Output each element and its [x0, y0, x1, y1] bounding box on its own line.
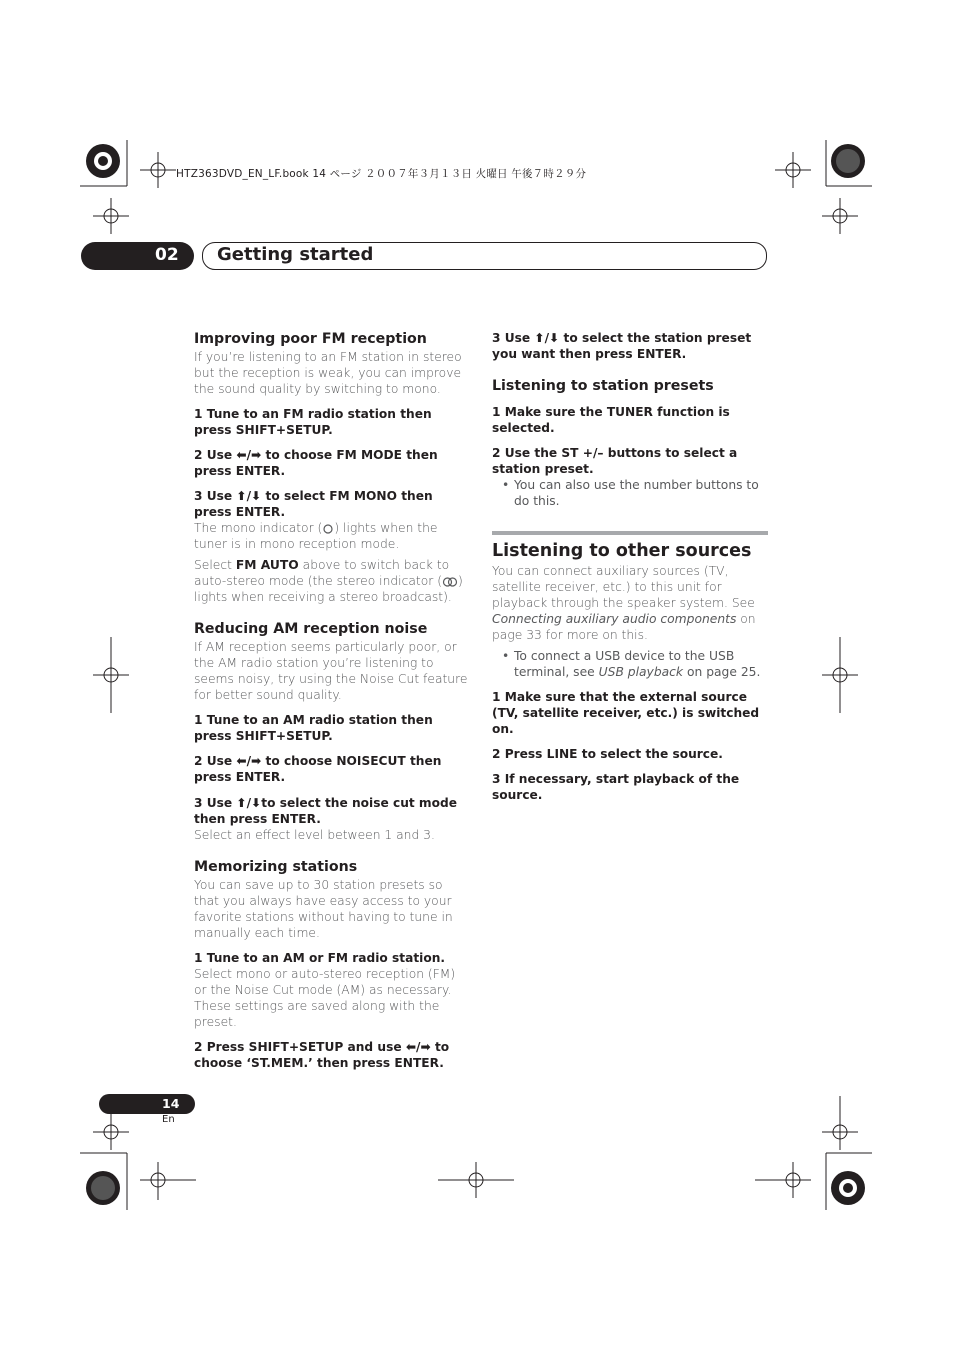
presets-bullet — [492, 477, 768, 509]
mem-heading: Memorizing stations — [194, 859, 358, 875]
mem-step-3-text-b: to select the station preset you want then press ENTER. — [492, 331, 752, 361]
fm-step-2 — [194, 447, 470, 479]
fm-heading: Improving poor FM reception — [194, 331, 427, 347]
other-intro-c: on page 33 for more on this. — [492, 612, 756, 642]
other-step-3: 3 If necessary, start playback of the source. — [492, 772, 740, 802]
registration-star-bottom-left — [86, 1171, 120, 1205]
other-bullet-ref: USB playback — [598, 665, 684, 679]
fm-mono-note-b: ) lights when the tuner is in mono reception mode. — [194, 521, 438, 551]
mono-indicator-icon — [322, 524, 334, 534]
fm-mono-note — [194, 520, 470, 552]
mem-step-1: 1 Tune to an AM or FM radio station. — [194, 951, 446, 965]
up-down-arrow-icon: ⬆/⬇ — [534, 331, 560, 345]
up-down-arrow-icon: ⬆/⬇ — [236, 796, 262, 810]
other-intro-link-ref: Connecting auxiliary audio components — [492, 612, 737, 626]
page-language: En — [162, 1114, 175, 1125]
fm-step-3 — [194, 488, 470, 520]
up-down-arrow-icon: ⬆/⬇ — [236, 489, 262, 503]
section-rule — [492, 531, 768, 535]
fm-step-1: 1 Tune to an FM radio station then press SHIFT+SETUP. — [194, 407, 432, 437]
stereo-indicator-icon — [442, 577, 458, 587]
left-right-arrow-icon: ⬅/➡ — [236, 754, 262, 768]
mem-step-1-note: Select mono or auto-stereo reception (FM) or the Noise Cut mode (AM) as necessary. These settings are saved along with the preset. — [194, 967, 456, 1029]
am-note: Select an effect level between 1 and 3. — [194, 828, 435, 842]
other-sources-heading: Listening to other sources — [492, 541, 752, 561]
other-bullet — [492, 648, 768, 680]
am-step-2-text-a: 2 Use — [194, 754, 237, 768]
mem-step-3-text-a: 3 Use — [492, 331, 535, 345]
registration-star-bottom-right — [831, 1171, 865, 1205]
chapter-number: 02 — [155, 245, 179, 265]
mem-step-3 — [492, 330, 768, 362]
fm-mono-note-a: The mono indicator ( — [194, 521, 323, 535]
fm-auto-note-c: above to switch back to auto-stereo mode (the stereo indicator ( — [194, 558, 450, 588]
other-intro-a: You can connect auxiliary sources (TV, satellite receiver, etc.) to this unit for playback through the speaker system. See — [492, 564, 755, 610]
fm-auto-note-d: ) lights when receiving a stereo broadcast). — [194, 574, 463, 604]
fm-auto-note — [194, 557, 470, 605]
registration-star-top-left — [86, 144, 120, 178]
left-column — [194, 330, 470, 1071]
chapter-title: Getting started — [217, 244, 374, 265]
am-step-1: 1 Tune to an AM radio station then press SHIFT+SETUP. — [194, 713, 433, 743]
am-intro: If AM reception seems particularly poor, or the AM radio station you’re listening to seems noisy, try using the Noise Cut feature for better sound quality. — [194, 640, 468, 702]
presets-heading: Listening to station presets — [492, 378, 714, 394]
mem-step-2 — [194, 1039, 470, 1071]
other-bullet-c: on page 25. — [683, 665, 761, 679]
right-column — [492, 330, 768, 803]
fm-step-2-text-a: 2 Use — [194, 448, 237, 462]
presets-step-2: 2 Use the ST +/– buttons to select a station preset. — [492, 446, 738, 476]
registration-star-top-right — [831, 144, 865, 178]
mem-intro: You can save up to 30 station presets so that you always have easy access to your favorite stations without having to tune in manually each time. — [194, 878, 453, 940]
bullet-dot: • — [502, 649, 510, 663]
other-bullet-a: To connect a USB device to the USB terminal, see — [514, 649, 735, 679]
fm-intro: If you’re listening to an FM station in stereo but the reception is weak, you can improve the sound quality by switching to mono. — [194, 350, 462, 396]
print-header: HTZ363DVD_EN_LF.book 14 ページ ２００７年３月１３日 火曜日 午後７時２９分 — [176, 168, 587, 180]
other-step-1: 1 Make sure that the external source (TV, satellite receiver, etc.) is switched on. — [492, 690, 760, 736]
fm-step-3-text-b: to select FM MONO then press ENTER. — [194, 489, 433, 519]
other-sources-intro — [492, 563, 768, 643]
am-step-3 — [194, 795, 470, 827]
left-right-arrow-icon: ⬅/➡ — [236, 448, 262, 462]
fm-auto-term: FM AUTO — [235, 558, 299, 572]
other-step-2: 2 Press LINE to select the source. — [492, 747, 723, 761]
fm-step-3-text-a: 3 Use — [194, 489, 237, 503]
bullet-dot: • — [502, 478, 510, 492]
left-right-arrow-icon: ⬅/➡ — [405, 1040, 431, 1054]
page-number-pill — [99, 1094, 195, 1114]
fm-auto-note-a: Select — [194, 558, 236, 572]
presets-bullet-text: You can also use the number buttons to do this. — [514, 478, 759, 508]
mem-step-2-text-b: to choose ‘ST.MEM.’ then press ENTER. — [194, 1040, 450, 1070]
page-number: 14 — [162, 1096, 180, 1111]
mem-step-2-text-a: 2 Press SHIFT+SETUP and use — [194, 1040, 406, 1054]
am-heading: Reducing AM reception noise — [194, 621, 428, 637]
am-step-2 — [194, 753, 470, 785]
am-step-2-text-b: to choose NOISECUT then press ENTER. — [194, 754, 442, 784]
am-step-3-text-a: 3 Use — [194, 796, 237, 810]
fm-step-2-text-b: to choose FM MODE then press ENTER. — [194, 448, 438, 478]
am-step-3-text-b: to select the noise cut mode then press ENTER. — [194, 796, 457, 826]
presets-step-1: 1 Make sure the TUNER function is selected. — [492, 405, 730, 435]
